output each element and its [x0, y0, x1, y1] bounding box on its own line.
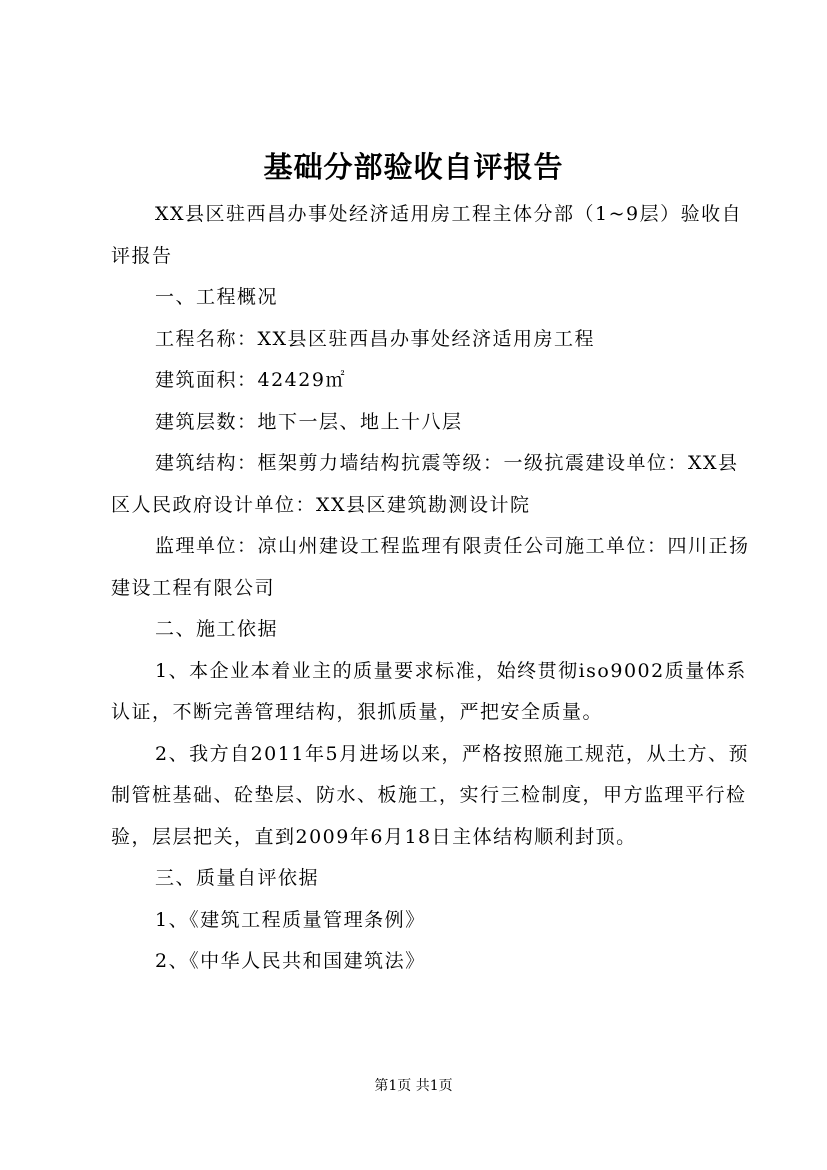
paragraph-supervision: 监理单位：凉山州建设工程监理有限责任公司施工单位：四川正扬建设工程有限公司 [111, 535, 750, 599]
paragraph-building-area: 建筑面积：42429㎡ [155, 369, 346, 391]
section-heading-overview: 一、工程概况 [155, 286, 279, 308]
paragraph-building-floors: 建筑层数：地下一层、地上十八层 [155, 410, 463, 433]
document-body [111, 194, 751, 983]
paragraph-regulation-1: 1、《建筑工程质量管理条例》 [155, 908, 426, 931]
document-title: 基础分部验收自评报告 [263, 150, 564, 184]
section-heading-basis: 二、施工依据 [155, 618, 279, 640]
page-footer: 第1页 共1页 [374, 1078, 453, 1094]
paragraph-project-name: 工程名称：XX县区驻西昌办事处经济适用房工程 [155, 327, 596, 350]
paragraph-basis-1: 1、本企业本着业主的质量要求标准，始终贯彻iso9002质量体系认证，不断完善管理结构，狠抓质量，严把安全质量。 [111, 659, 747, 723]
paragraph-regulation-2: 2、《中华人民共和国建筑法》 [155, 950, 426, 972]
paragraph-structure: 建筑结构：框架剪力墙结构抗震等级：一级抗震建设单位：XX县区人民政府设计单位：XX县区建筑勘测设计院 [111, 452, 739, 516]
section-heading-self-evaluation: 三、质量自评依据 [155, 867, 320, 889]
paragraph-subtitle: XX县区驻西昌办事处经济适用房工程主体分部（1~9层）验收自评报告 [111, 203, 743, 267]
paragraph-basis-2: 2、我方自2011年5月进场以来，严格按照施工规范，从土方、预制管桩基础、砼垫层、防水、板施工，实行三检制度，甲方监理平行检验，层层把关，直到2009年6月18日主体结构顺利封顶。 [111, 742, 750, 848]
